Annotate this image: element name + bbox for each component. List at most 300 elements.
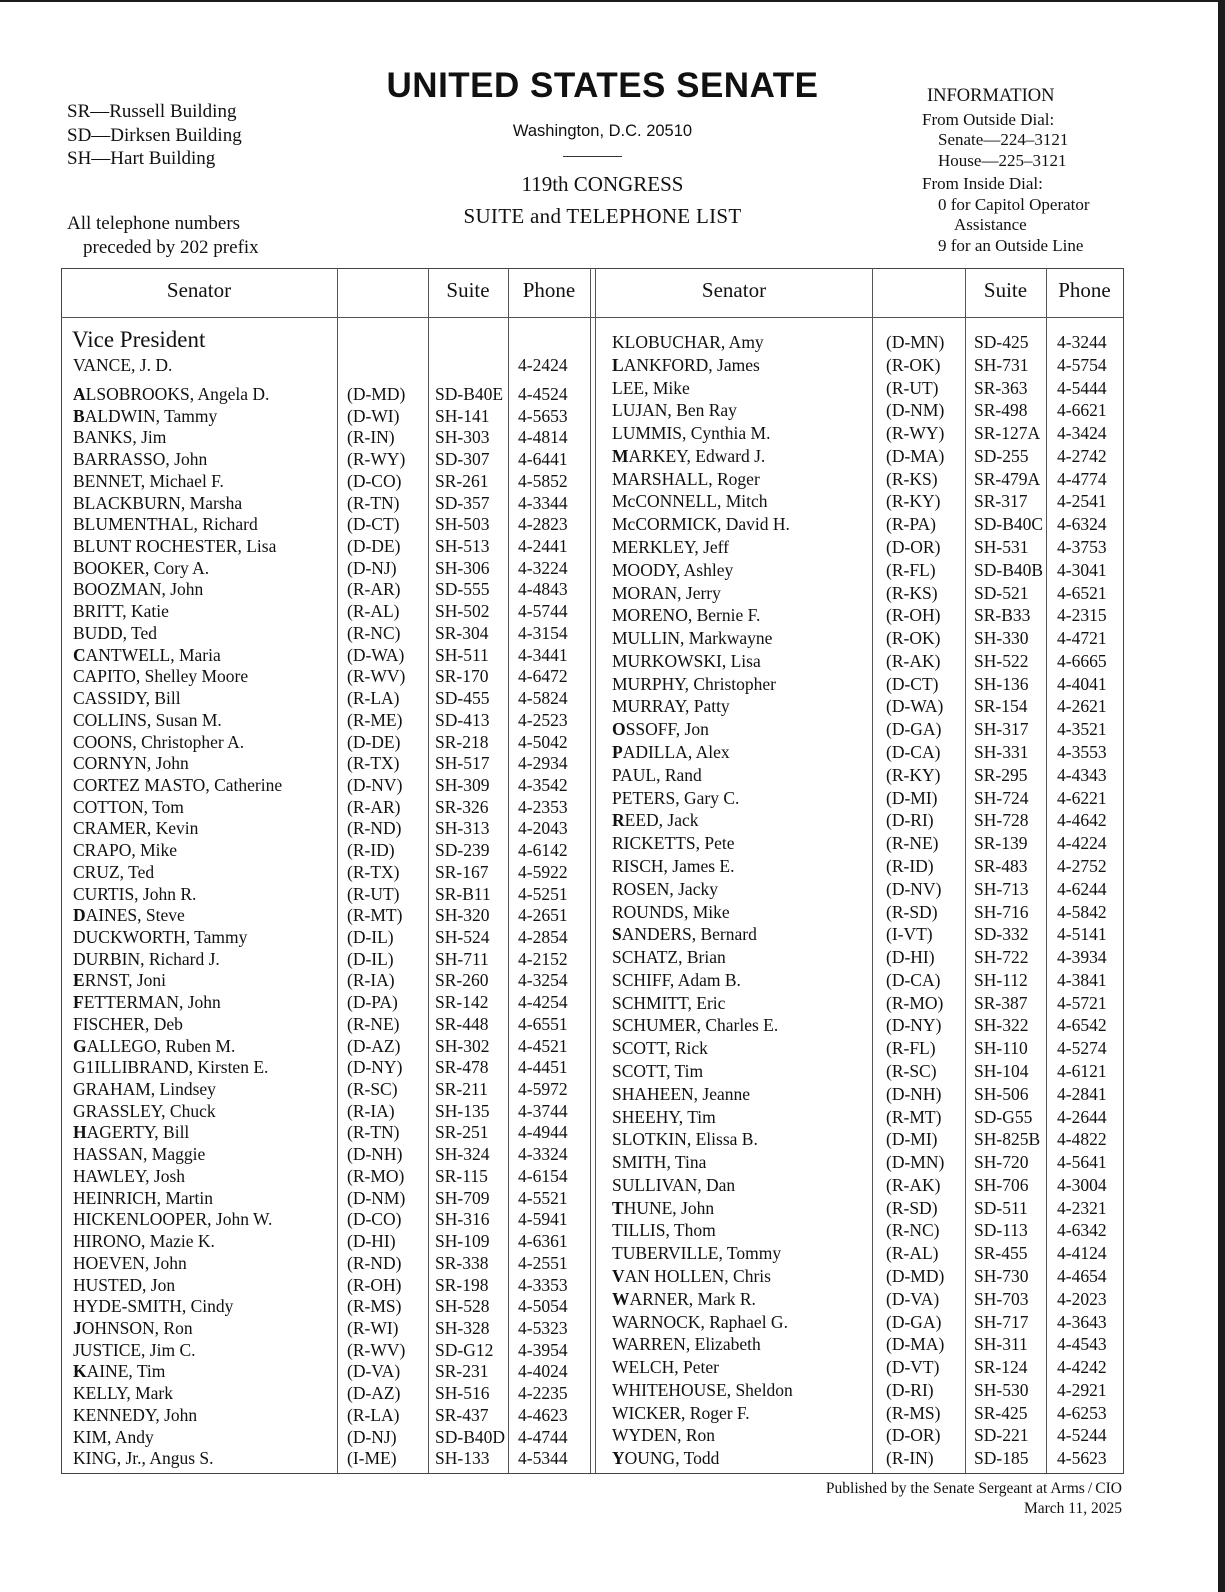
senator-phone: 4-4642	[1057, 810, 1107, 831]
senator-name: MORENO, Bernie F.	[612, 605, 761, 626]
senator-suite: SD-455	[435, 688, 490, 709]
bold-initial: P	[612, 742, 623, 763]
senator-name: TUBERVILLE, Tommy	[612, 1243, 782, 1264]
senator-phone: 4-6244	[1057, 878, 1107, 899]
senator-suite: SH-320	[435, 905, 490, 926]
senator-name: BALDWIN, Tammy	[73, 405, 218, 426]
senator-party: (R-TN)	[347, 1122, 400, 1143]
senator-party: (R-MO)	[347, 1165, 405, 1186]
senator-party: (R-MS)	[347, 1296, 402, 1317]
senator-name: HEINRICH, Martin	[73, 1187, 213, 1208]
senator-party: (R-TX)	[347, 861, 400, 882]
senator-phone: 4-4543	[1057, 1334, 1107, 1355]
bold-initial: S	[612, 924, 622, 945]
senator-party: (R-UT)	[347, 883, 400, 904]
senator-party: (R-IA)	[347, 1100, 395, 1121]
senator-suite: SH-528	[435, 1296, 490, 1317]
senator-name: COLLINS, Susan M.	[73, 709, 222, 730]
senator-phone: 4-2841	[1057, 1083, 1107, 1104]
senator-party: (R-ME)	[347, 709, 403, 730]
senator-party: (R-SC)	[347, 1079, 398, 1100]
senator-party: (D-NY)	[347, 1057, 403, 1078]
col-divider	[872, 268, 873, 1473]
senator-party: (R-FL)	[886, 559, 936, 580]
bold-initial: A	[73, 384, 86, 404]
senator-suite: SH-703	[974, 1288, 1029, 1309]
senator-phone: 4-5972	[518, 1079, 568, 1100]
senator-suite: SD-255	[974, 445, 1029, 466]
bold-initial: F	[73, 992, 84, 1013]
senator-phone: 4-5141	[1057, 924, 1107, 945]
bold-initial: V	[612, 1265, 625, 1286]
senator-phone: 4-5323	[518, 1317, 568, 1338]
senator-phone: 4-4521	[518, 1035, 568, 1056]
senator-phone: 4-6621	[1057, 400, 1107, 421]
senator-phone: 4-4843	[518, 579, 568, 600]
senator-suite: SH-109	[435, 1231, 490, 1252]
senator-name: WARNOCK, Raphael G.	[612, 1311, 788, 1332]
senator-party: (D-NH)	[347, 1144, 403, 1165]
senator-phone: 4-3424	[1057, 423, 1107, 444]
senator-name: HUSTED, Jon	[73, 1274, 176, 1295]
list-title: SUITE and TELEPHONE LIST	[463, 204, 742, 228]
senator-party: (D-DE)	[347, 731, 401, 752]
senator-suite: SH-136	[974, 673, 1029, 694]
senator-name: SCOTT, Tim	[612, 1060, 704, 1081]
bold-initial: J	[73, 1317, 82, 1338]
senator-party: (R-MT)	[347, 905, 403, 926]
senator-name: CANTWELL, Maria	[73, 644, 221, 665]
senator-name: MURPHY, Christopher	[612, 673, 777, 694]
senator-name: HASSAN, Maggie	[73, 1144, 206, 1165]
senator-name: BOOZMAN, John	[73, 579, 204, 600]
senator-party: (D-NM)	[886, 400, 945, 421]
senator-name: LUJAN, Ben Ray	[612, 400, 737, 421]
senator-name: KENNEDY, John	[73, 1404, 198, 1425]
senator-party: (R-TX)	[347, 753, 400, 774]
prefix-note-line2: preceded by 202 prefix	[83, 236, 259, 258]
senator-suite: SD-413	[435, 709, 490, 730]
senator-name: GALLEGO, Ruben M.	[73, 1035, 236, 1056]
senator-suite: SR-198	[435, 1274, 489, 1295]
senator-phone: 4-5274	[1057, 1038, 1107, 1059]
senator-name: G1ILLIBRAND, Kirsten E.	[73, 1057, 269, 1078]
senator-suite: SR-479A	[974, 468, 1041, 489]
senator-name: BANKS, Jim	[73, 427, 167, 448]
senator-party: (D-AZ)	[347, 1383, 401, 1404]
senator-party: (D-RI)	[886, 810, 934, 831]
senator-name: SLOTKIN, Elissa B.	[612, 1129, 758, 1150]
senator-suite: SR-295	[974, 764, 1028, 785]
title-divider	[563, 156, 622, 157]
senator-phone: 4-6324	[1057, 514, 1107, 535]
senator-name: BOOKER, Cory A.	[73, 557, 210, 578]
senator-suite: SH-303	[435, 427, 490, 448]
senator-suite: SD-555	[435, 579, 490, 600]
senator-name: WYDEN, Ron	[612, 1425, 716, 1446]
senator-phone: 4-3254	[518, 970, 568, 991]
senator-name: ALSOBROOKS, Angela D.	[73, 384, 270, 404]
senator-name: ROUNDS, Mike	[612, 901, 730, 922]
header-phone-right: Phone	[1058, 278, 1111, 302]
senator-suite: SR-142	[435, 992, 489, 1013]
senator-suite: SH-531	[974, 537, 1029, 558]
senator-name: SCHATZ, Brian	[612, 947, 726, 968]
senator-suite: SR-124	[974, 1357, 1028, 1378]
senator-suite: SR-251	[435, 1122, 489, 1143]
senator-phone: 4-2651	[518, 905, 568, 926]
senator-party: (R-PA)	[886, 514, 936, 535]
senator-party: (D-MD)	[347, 384, 406, 404]
senator-suite: SH-517	[435, 753, 490, 774]
senator-suite: SR-167	[435, 861, 489, 882]
senator-party: (R-AL)	[347, 601, 400, 622]
bold-initial: H	[73, 1122, 87, 1143]
senator-suite: SH-112	[974, 969, 1028, 990]
senator-name: KIM, Andy	[73, 1426, 154, 1447]
senate-number: Senate—224–3121	[938, 130, 1069, 149]
senator-phone: 4-4024	[518, 1361, 568, 1382]
senator-party: (R-OK)	[886, 628, 941, 649]
senator-party: (R-TN)	[347, 492, 400, 513]
senator-name: SHAHEEN, Jeanne	[612, 1083, 751, 1104]
senator-name: FETTERMAN, John	[73, 992, 221, 1013]
senator-phone: 4-2854	[518, 927, 568, 947]
right-edge	[1218, 0, 1225, 1592]
senator-suite: SH-331	[974, 742, 1029, 763]
senator-name: MOODY, Ashley	[612, 559, 734, 580]
senator-party: (D-CT)	[886, 673, 939, 694]
senator-name: MURRAY, Patty	[612, 696, 730, 717]
senator-name: WELCH, Peter	[612, 1357, 719, 1378]
senator-party: (D-MI)	[886, 1129, 938, 1150]
senator-name: SCHUMER, Charles E.	[612, 1015, 779, 1036]
senator-party: (R-NE)	[347, 1013, 400, 1034]
congress-label: 119th CONGRESS	[521, 172, 684, 196]
senator-phone: 4-5623	[1057, 1448, 1107, 1469]
senator-suite: SD-511	[974, 1197, 1028, 1218]
senator-party: (D-WI)	[347, 405, 400, 426]
senator-suite: SR-317	[974, 491, 1028, 512]
senator-phone: 4-3841	[1057, 969, 1107, 990]
senator-name: HAWLEY, Josh	[73, 1165, 186, 1186]
legend-russell: SR—Russell Building	[67, 101, 237, 122]
senator-party: (D-OR)	[886, 537, 941, 558]
senator-phone: 4-4822	[1057, 1129, 1107, 1150]
inside-dial-label: From Inside Dial:	[922, 174, 1043, 193]
senator-suite: SR-115	[435, 1165, 488, 1186]
senator-phone: 4-6154	[518, 1165, 568, 1186]
senator-name: KELLY, Mark	[73, 1383, 173, 1404]
senator-suite: SR-483	[974, 855, 1028, 876]
senator-phone: 4-4814	[518, 427, 568, 448]
senator-party: (R-IA)	[347, 970, 395, 991]
senator-suite: SR-448	[435, 1013, 489, 1034]
senator-party: (D-CA)	[886, 969, 941, 990]
vice-president-phone: 4-2424	[518, 355, 568, 375]
senator-phone: 4-5842	[1057, 901, 1107, 922]
senator-party: (D-NM)	[347, 1187, 406, 1208]
senator-suite: SH-722	[974, 947, 1029, 968]
senator-name: LUMMIS, Cynthia M.	[612, 423, 771, 444]
senator-name: MARKEY, Edward J.	[612, 445, 766, 466]
senator-suite: SH-731	[974, 354, 1029, 375]
senator-party: (R-FL)	[886, 1038, 936, 1059]
senator-name: WARREN, Elizabeth	[612, 1334, 761, 1355]
senator-name: CRAPO, Mike	[73, 840, 178, 861]
senator-name: YOUNG, Todd	[612, 1448, 720, 1469]
senator-party: (D-VT)	[886, 1357, 940, 1378]
senator-name: JOHNSON, Ron	[73, 1317, 193, 1338]
senator-name: BLUNT ROCHESTER, Lisa	[73, 536, 277, 557]
senator-name: THUNE, John	[612, 1197, 715, 1218]
senator-suite: SR-218	[435, 731, 489, 752]
senator-phone: 4-3521	[1057, 719, 1107, 740]
senator-suite: SH-730	[974, 1265, 1029, 1286]
senator-party: (R-AR)	[347, 796, 401, 817]
senator-phone: 4-2934	[518, 753, 568, 774]
header-suite-left: Suite	[446, 278, 490, 302]
senator-suite: SD-B40D	[435, 1426, 506, 1447]
outside-dial-label: From Outside Dial:	[922, 109, 1055, 129]
senator-phone: 4-4224	[1057, 833, 1107, 854]
senator-party: (D-AZ)	[347, 1035, 401, 1056]
senator-name: OSSOFF, Jon	[612, 719, 709, 740]
senator-name: HIRONO, Mazie K.	[73, 1231, 215, 1252]
senator-name: SANDERS, Bernard	[612, 924, 757, 945]
header-senator-right: Senator	[701, 278, 767, 302]
senator-phone: 4-4254	[518, 992, 568, 1013]
senator-name: CURTIS, John R.	[73, 883, 197, 904]
house-number: House—225–3121	[938, 150, 1067, 170]
senator-suite: SH-322	[974, 1015, 1029, 1036]
senator-party: (D-MA)	[886, 1334, 945, 1355]
senator-party: (R-SC)	[886, 1060, 937, 1081]
bold-initial: L	[612, 354, 624, 375]
senator-name: RISCH, James E.	[612, 855, 735, 876]
col-divider	[337, 268, 338, 1473]
senator-name: HICKENLOOPER, John W.	[73, 1209, 273, 1230]
senator-suite: SR-260	[435, 970, 489, 991]
senator-phone: 4-3324	[518, 1144, 568, 1165]
bold-initial: T	[612, 1197, 624, 1218]
senator-name: BRITT, Katie	[73, 601, 169, 622]
senator-name: SCHIFF, Adam B.	[612, 969, 741, 990]
senator-name: VAN HOLLEN, Chris	[612, 1265, 771, 1286]
senator-phone: 4-2752	[1057, 855, 1107, 876]
senator-phone: 4-6521	[1057, 582, 1107, 603]
senator-phone: 4-2043	[518, 818, 568, 839]
senator-suite: SH-709	[435, 1187, 490, 1208]
senator-party: (R-WV)	[347, 666, 406, 687]
senator-phone: 4-2152	[518, 948, 568, 969]
senator-name: BLACKBURN, Marsha	[73, 492, 243, 513]
senator-phone: 4-3344	[518, 492, 568, 513]
senator-suite: SH-502	[435, 601, 490, 622]
senator-party: (D-WA)	[886, 696, 944, 717]
senator-phone: 4-2644	[1057, 1106, 1107, 1127]
senator-suite: SD-521	[974, 582, 1029, 603]
senator-name: DURBIN, Richard J.	[73, 948, 220, 969]
senator-party: (R-WY)	[347, 449, 406, 470]
senator-suite: SD-B40B	[974, 559, 1044, 580]
senator-party: (R-SD)	[886, 1197, 938, 1218]
senator-phone: 4-6121	[1057, 1060, 1107, 1081]
senator-name: PAUL, Rand	[612, 764, 702, 785]
senator-party: (R-LA)	[347, 1404, 400, 1425]
senator-party: (D-MA)	[886, 445, 945, 466]
senator-phone: 4-5941	[518, 1209, 568, 1230]
senator-phone: 4-4041	[1057, 673, 1107, 694]
senator-phone: 4-6253	[1057, 1402, 1107, 1423]
senator-party: (D-CO)	[347, 470, 402, 491]
senator-phone: 4-6441	[518, 449, 568, 470]
senator-suite: SH-516	[435, 1383, 490, 1404]
col-divider	[1046, 268, 1047, 1473]
senator-name: MURKOWSKI, Lisa	[612, 650, 761, 671]
senator-suite: SH-311	[974, 1334, 1028, 1355]
senator-name: CORNYN, John	[73, 753, 189, 774]
senator-phone: 4-3753	[1057, 537, 1107, 558]
header-divider	[61, 317, 1123, 318]
senator-party: (R-OH)	[347, 1274, 402, 1295]
senator-suite: SR-338	[435, 1252, 489, 1273]
senator-suite: SH-513	[435, 536, 490, 557]
senator-party: (R-WI)	[347, 1317, 399, 1338]
senator-phone: 4-3542	[518, 774, 568, 795]
senator-party: (D-IL)	[347, 948, 394, 969]
senator-suite: SR-211	[435, 1079, 488, 1100]
publisher-credit: Published by the Senate Sergeant at Arms / CIO	[825, 1480, 1122, 1497]
senator-suite: SR-326	[435, 796, 489, 817]
outside-line: 9 for an Outside Line	[938, 235, 1084, 255]
senator-phone: 4-3553	[1057, 742, 1107, 763]
senator-party: (D-DE)	[347, 536, 401, 557]
senator-suite: SH-313	[435, 818, 490, 839]
footer	[826, 1479, 1122, 1519]
senator-name: HOEVEN, John	[73, 1252, 187, 1273]
senator-phone: 4-5922	[518, 861, 568, 882]
bold-initial: E	[73, 970, 85, 991]
senator-suite: SD-B40C	[974, 514, 1044, 535]
senator-name: SULLIVAN, Dan	[612, 1174, 736, 1195]
senator-party: (D-MI)	[886, 787, 938, 808]
senator-name: BUDD, Ted	[73, 622, 158, 643]
senator-party: (D-GA)	[886, 719, 942, 740]
senator-suite: SH-713	[974, 878, 1029, 899]
senator-suite: SH-530	[974, 1379, 1029, 1400]
senator-phone: 4-2551	[518, 1252, 568, 1273]
senator-suite: SR-261	[435, 470, 489, 491]
senator-phone: 4-3041	[1057, 559, 1107, 580]
senator-name: CORTEZ MASTO, Catherine	[73, 774, 283, 795]
senator-party: (D-MN)	[886, 1152, 945, 1173]
senator-suite: SH-328	[435, 1317, 490, 1338]
senator-suite: SH-330	[974, 628, 1029, 649]
senator-phone: 4-6665	[1057, 650, 1107, 671]
senator-name: BLUMENTHAL, Richard	[73, 514, 258, 535]
senator-party: (D-NY)	[886, 1015, 942, 1036]
senator-phone: 4-5042	[518, 731, 568, 752]
senator-phone: 4-2353	[518, 796, 568, 817]
senator-suite: SH-706	[974, 1174, 1029, 1195]
senator-phone: 4-6542	[1057, 1015, 1107, 1036]
senator-party: (D-NV)	[886, 878, 942, 899]
publish-date: March 11, 2025	[1023, 1500, 1122, 1517]
senator-phone: 4-4343	[1057, 764, 1107, 785]
senator-phone: 4-5344	[518, 1448, 568, 1469]
header-phone-left: Phone	[522, 278, 576, 302]
senator-phone: 4-4721	[1057, 628, 1107, 649]
senator-phone: 4-3954	[518, 1339, 568, 1360]
senator-phone: 4-2523	[518, 709, 568, 730]
bold-initial: K	[73, 1361, 87, 1382]
senator-suite: SD-B40E	[435, 384, 504, 404]
senator-suite: SD-332	[974, 924, 1029, 945]
col-divider	[428, 268, 429, 1473]
senator-suite: SD-221	[974, 1425, 1029, 1446]
senator-party: (D-OR)	[886, 1425, 941, 1446]
senator-name: SCOTT, Rick	[612, 1038, 708, 1059]
address: Washington, D.C. 20510	[512, 122, 693, 140]
senator-phone: 4-2321	[1057, 1197, 1107, 1218]
senator-party: (R-OH)	[886, 605, 941, 626]
senator-phone: 4-5744	[518, 601, 568, 622]
senator-party: (R-NC)	[886, 1220, 940, 1241]
senator-suite: SH-133	[435, 1448, 490, 1469]
senator-phone: 4-5754	[1057, 354, 1107, 375]
senator-name: KING, Jr., Angus S.	[73, 1448, 214, 1469]
senator-party: (R-ID)	[347, 840, 395, 861]
bold-initial: M	[612, 445, 629, 466]
senator-suite: SH-104	[974, 1060, 1029, 1081]
senator-suite: SH-110	[974, 1038, 1028, 1059]
senator-name: HAGERTY, Bill	[73, 1122, 190, 1143]
senator-name: SHEEHY, Tim	[612, 1106, 716, 1127]
bold-initial: G	[73, 1035, 87, 1056]
information-heading: INFORMATION	[927, 86, 1055, 106]
legend-dirksen: SD—Dirksen Building	[67, 124, 242, 146]
senator-suite: SR-363	[974, 377, 1028, 398]
operator-line-cont: Assistance	[954, 215, 1027, 234]
senator-name: CRAMER, Kevin	[73, 818, 199, 839]
senator-name: ERNST, Joni	[73, 970, 167, 991]
senator-suite: SH-506	[974, 1083, 1029, 1104]
senator-phone: 4-4451	[518, 1057, 568, 1078]
senator-suite: SH-522	[974, 650, 1029, 671]
senator-party: (D-WA)	[347, 644, 405, 665]
senator-phone: 4-6472	[518, 666, 568, 687]
senator-name: CAPITO, Shelley Moore	[73, 666, 249, 687]
top-edge	[0, 0, 1225, 2]
senator-suite: SR-127A	[974, 423, 1041, 444]
senator-name: COTTON, Tom	[73, 796, 184, 817]
senator-party: (R-WY)	[886, 423, 945, 444]
senator-name: RICKETTS, Pete	[612, 833, 735, 854]
senator-name: JUSTICE, Jim C.	[73, 1339, 196, 1360]
bold-initial: B	[73, 405, 85, 426]
senator-name: GRASSLEY, Chuck	[73, 1100, 216, 1121]
col-divider	[508, 268, 509, 1473]
senator-party: (R-IN)	[347, 427, 395, 448]
senator-party: (R-KY)	[886, 764, 941, 785]
senator-suite: SH-135	[435, 1100, 490, 1121]
senator-phone: 4-6142	[518, 840, 568, 861]
senator-party: (D-CA)	[886, 742, 941, 763]
vice-president-name: VANCE, J. D.	[73, 355, 173, 375]
senator-phone: 4-2023	[1057, 1288, 1107, 1309]
senator-phone: 4-5244	[1057, 1425, 1107, 1446]
